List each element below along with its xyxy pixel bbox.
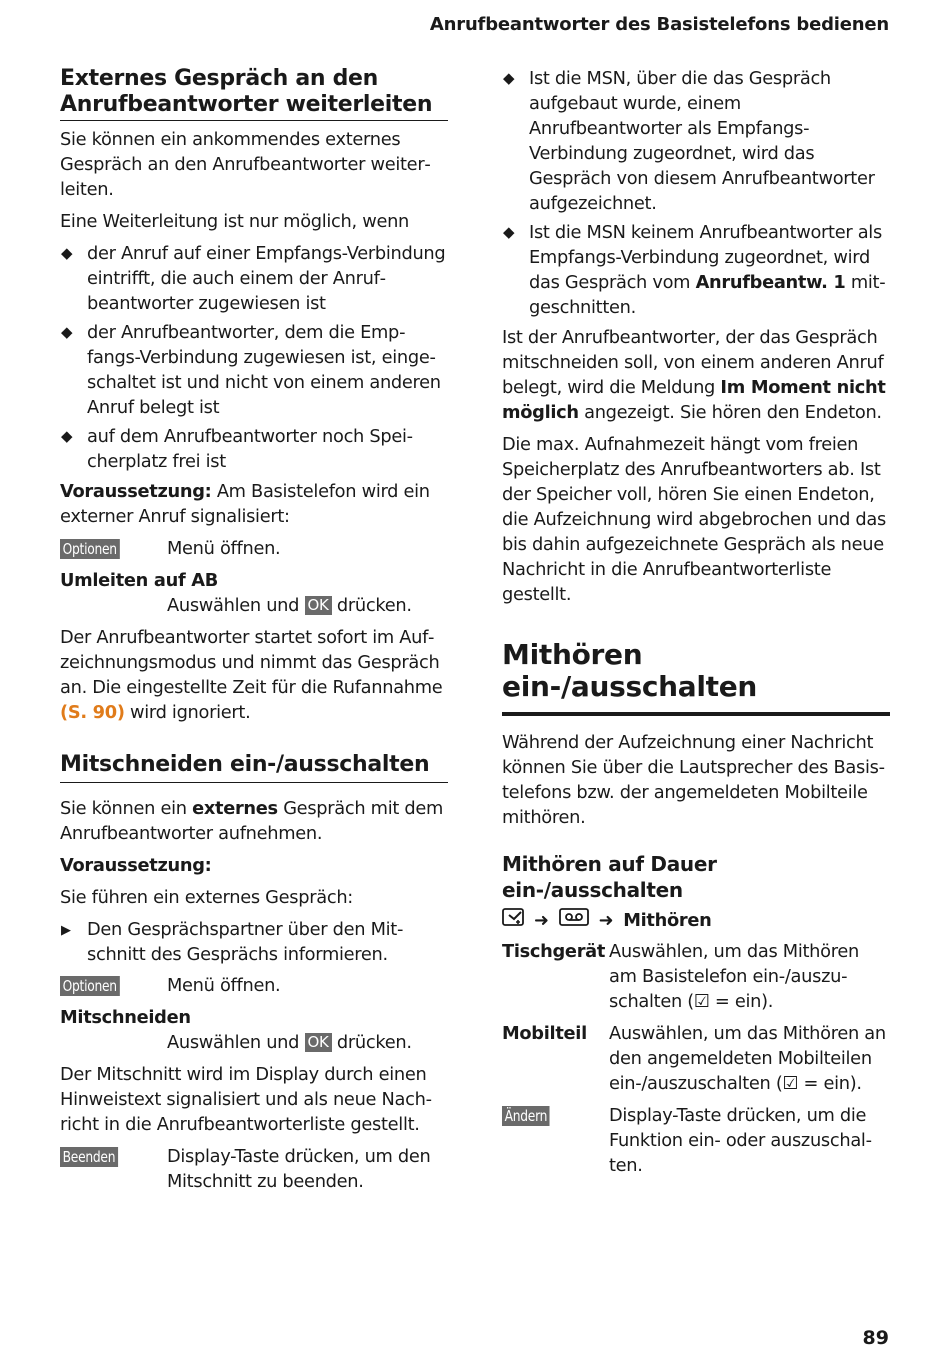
- page-reference-link[interactable]: (S. 90): [60, 702, 125, 723]
- right-column: [502, 66, 890, 1185]
- paragraph: Sie können ein ankommendes externes Gespräch an den Anrufbeantworter weiterleiten.: [60, 129, 431, 200]
- page-number: 89: [862, 1327, 889, 1349]
- option-row: Tischgerät Auswählen, um das Mithören am Basistelefon ein-/auszuschalten (☑ = ein).: [502, 941, 859, 1012]
- paragraph: Sie können ein externes Gespräch mit dem Anrufbeantworter aufnehmen.: [60, 798, 444, 844]
- option-row: Mobilteil Auswählen, um das Mithören an den angemeldeten Mobilteilen ein-/auszuschalten (☑ = ein).: [502, 1023, 886, 1094]
- condition-list: [60, 241, 448, 474]
- menu-item-monitoring[interactable]: Mithören: [623, 910, 712, 931]
- checkbox-checked-icon: ☑: [782, 1073, 799, 1094]
- step-row: Optionen Menü öffnen.: [60, 536, 448, 561]
- arrow-right-icon: ➜: [534, 910, 549, 931]
- step-row: Ändern Display-Taste drücken, um die Funktion ein- oder auszuschalten.: [502, 1103, 890, 1178]
- list-item: ◆ der Anrufbeantworter, dem die Empfangs-Verbindung zugewiesen ist, eingeschaltet ist und nicht von einem anderen Anruf belegt ist: [61, 322, 441, 418]
- paragraph: Der Mitschnitt wird im Display durch einen Hinweistext signalisiert und als neue Nachricht in die Anrufbeantworterliste gestellt.: [60, 1064, 432, 1135]
- list-item: ◆ der Anruf auf einer Empfangs-Verbindung eintrifft, die auch einem der Anrufbeantworter zugewiesen ist: [61, 243, 446, 314]
- paragraph: Der Anrufbeantworter startet sofort im Aufzeichnungsmodus und nimmt das Gespräch an. Die eingestellte Zeit für die Rufannahme (S. 90) wird ignoriert.: [60, 627, 443, 723]
- end-softkey[interactable]: Beenden: [60, 1147, 118, 1167]
- list-item: ◆ Ist die MSN keinem Anrufbeantworter als Empfangs-Verbindung zugeordnet, wird das Gespräch vom Anrufbeantw. 1 mitgeschnitten.: [503, 222, 886, 318]
- chapter-title: Mithören ein-/ausschalten: [502, 639, 890, 716]
- paragraph: Ist der Anrufbeantworter, der das Gespräch mitschneiden soll, von einem anderen Anruf belegt, wird die Meldung Im Moment nicht möglich angezeigt. Sie hören den Endeton.: [502, 327, 886, 423]
- paragraph: Die max. Aufnahmezeit hängt vom freien Speicherplatz des Anrufbeantworters ab. Ist der Speicher voll, hören Sie einen Endeton, die Aufzeichnung wird abgebrochen und das bis dahin aufgezeichnete Gespräch als neue Nachricht in die Anrufbeantworterliste gestellt.: [502, 434, 886, 605]
- ok-key[interactable]: OK: [305, 1033, 332, 1052]
- left-column: [60, 66, 448, 1201]
- change-softkey[interactable]: Ändern: [502, 1106, 550, 1126]
- paragraph: Während der Aufzeichnung einer Nachricht können Sie über die Lautsprecher des Basistelefons bzw. der angemeldeten Mobilteile mithören.: [502, 732, 885, 828]
- section-title-forward: Externes Gespräch an den Anrufbeantworter weiterleiten: [60, 66, 448, 121]
- paragraph: Sie führen ein externes Gespräch:: [60, 887, 353, 908]
- diamond-bullet-icon: ◆: [61, 323, 73, 341]
- menu-item-label: Mitschneiden: [60, 1007, 191, 1028]
- list-item: ▶ Den Gesprächspartner über den Mitschnitt des Gesprächs informieren.: [61, 919, 404, 965]
- step-row: Beenden Display-Taste drücken, um den Mitschnitt zu beenden.: [60, 1144, 448, 1194]
- diamond-bullet-icon: ◆: [61, 427, 73, 445]
- options-softkey[interactable]: Optionen: [60, 539, 119, 559]
- list-item: ◆ auf dem Anrufbeantworter noch Speicherplatz frei ist: [61, 426, 414, 472]
- paragraph: Eine Weiterleitung ist nur möglich, wenn: [60, 211, 410, 232]
- prerequisite: Voraussetzung:: [60, 855, 212, 876]
- arrow-right-icon: ➜: [598, 910, 614, 931]
- diamond-bullet-icon: ◆: [503, 69, 515, 87]
- menu-item-label: Umleiten auf AB: [60, 570, 219, 591]
- subsection-title: Mithören auf Dauer ein-/ausschalten: [502, 852, 717, 902]
- checkbox-checked-icon: ☑: [693, 991, 710, 1012]
- step-list: [60, 917, 448, 967]
- list-item: ◆ Ist die MSN, über die das Gespräch aufgebaut wurde, einem Anrufbeantworter als Empfangs-Verbindung zugeordnet, wird das Gespräch von diesem Anrufbeantworter aufgezeichnet.: [503, 68, 875, 214]
- prerequisite: Voraussetzung: Am Basistelefon wird ein externer Anruf signalisiert:: [60, 481, 430, 527]
- running-header: Anrufbeantworter des Basistelefons bedienen: [429, 14, 889, 35]
- triangle-bullet-icon: ▶: [61, 923, 71, 938]
- message-menu-icon[interactable]: [502, 908, 524, 933]
- ok-key[interactable]: OK: [305, 596, 332, 615]
- step-row: Optionen Menü öffnen.: [60, 973, 448, 998]
- step-instruction: Auswählen und OK drücken.: [167, 1032, 412, 1053]
- diamond-bullet-icon: ◆: [61, 244, 73, 262]
- diamond-bullet-icon: ◆: [503, 223, 515, 241]
- menu-path: [502, 908, 890, 933]
- step-instruction: Auswählen und OK drücken.: [167, 595, 412, 616]
- msn-list: [502, 66, 890, 320]
- section-title-record: Mitschneiden ein-/ausschalten: [60, 752, 448, 783]
- options-softkey[interactable]: Optionen: [60, 976, 119, 996]
- answering-machine-icon[interactable]: [559, 908, 589, 933]
